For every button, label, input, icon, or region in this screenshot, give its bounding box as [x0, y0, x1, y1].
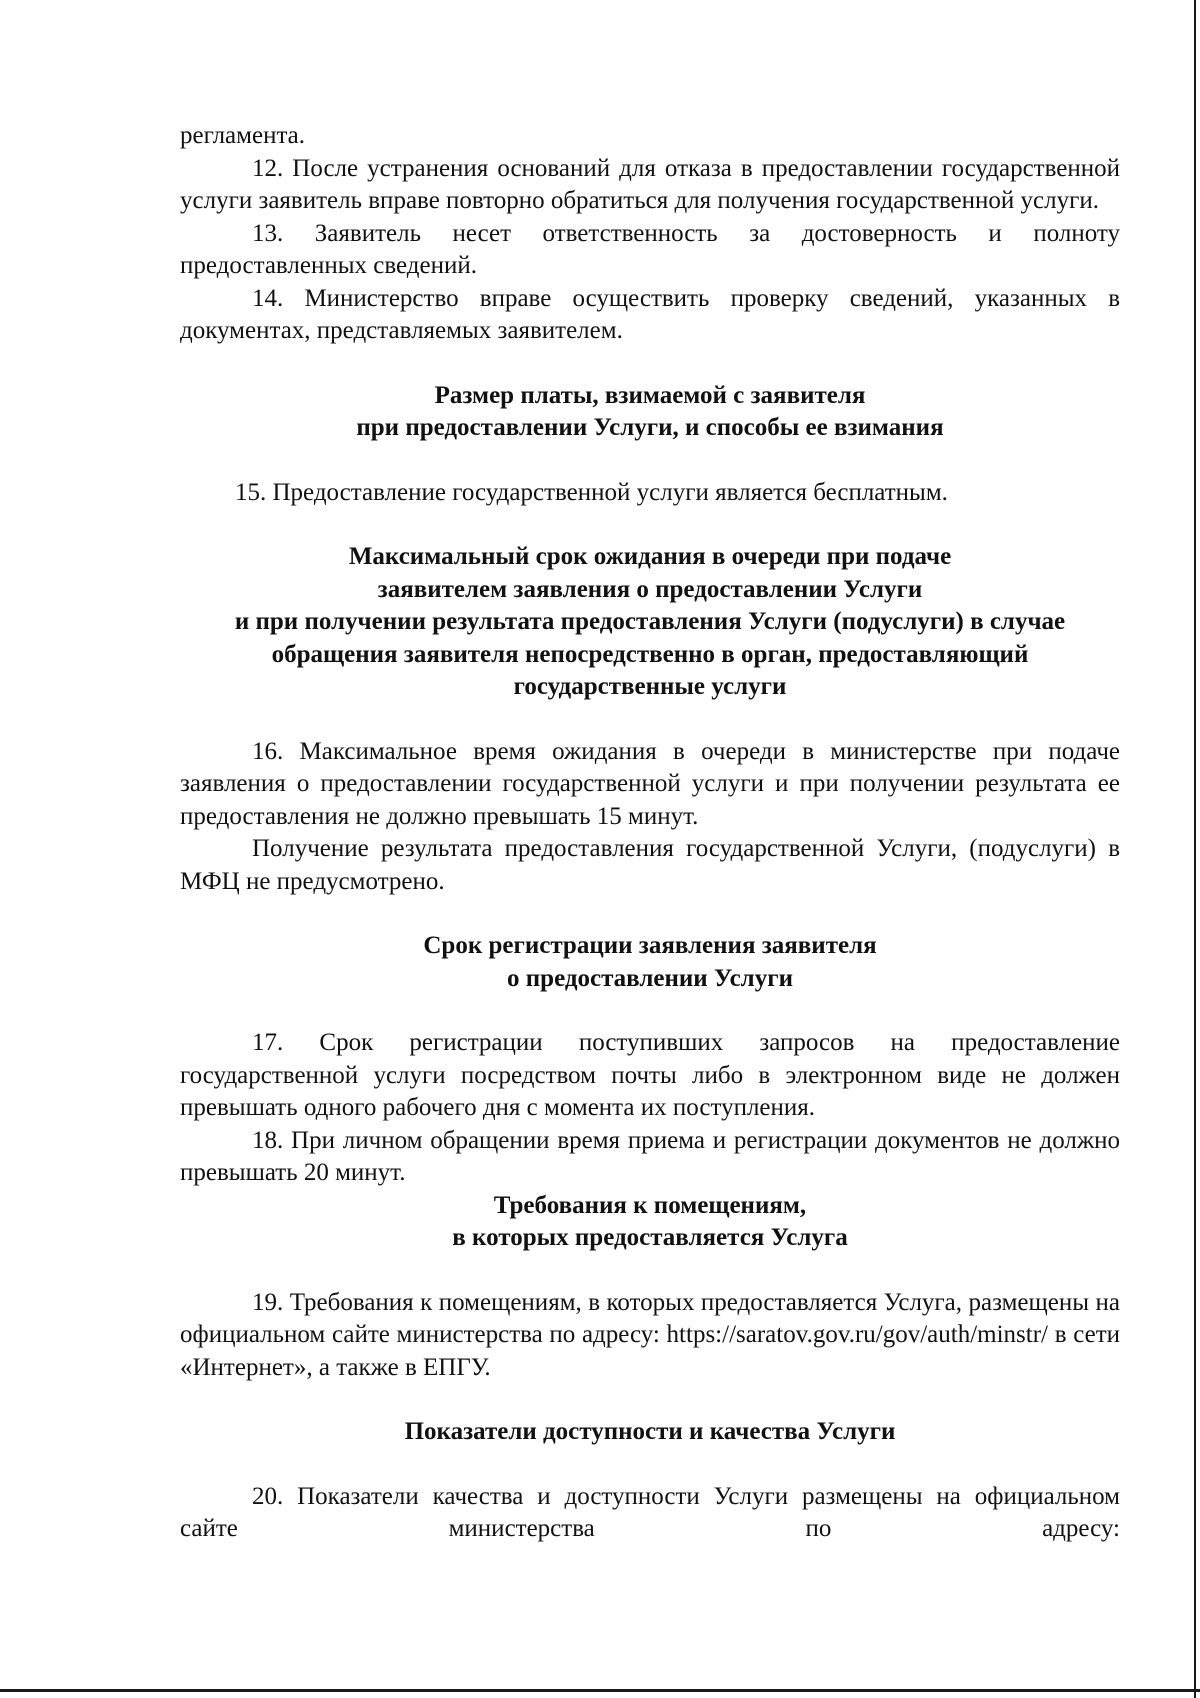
document-body — [180, 120, 1120, 1546]
heading-queue-line-4: обращения заявителя непосредственно в орган, предоставляющий — [271, 640, 1029, 668]
paragraph-16: 16. Максимальное время ожидания в очереди в министерстве при подаче заявления о предоставлении государственной услуги и при получении результата ее предоставления не должно превышать 15 минут. — [180, 737, 1120, 830]
spacer — [180, 995, 1120, 1027]
heading-rooms-line-1: Требования к помещениям, — [493, 1191, 807, 1219]
paragraph-15: 15. Предоставление государственной услуги является бесплатным. — [235, 478, 948, 506]
heading-rooms-line-2: в которых предоставляется Услуга — [452, 1224, 848, 1251]
heading-fee-line-1: Размер платы, взимаемой с заявителя — [434, 381, 866, 409]
heading-queue-line-2: заявителем заявления о предоставлении Услуги — [377, 575, 923, 603]
spacer — [180, 1255, 1120, 1287]
heading-registration-line-1: Срок регистрации заявления заявителя — [423, 932, 877, 959]
scan-edge-bottom — [0, 1689, 1200, 1692]
paragraph-19: 19. Требования к помещениям, в которых предоставляется Услуга, размещены на официальном сайте министерства по адресу: https://saratov.gov.ru/gov/auth/minstr/ в сети «Интернет», а также в ЕПГУ. — [180, 1288, 1120, 1381]
heading-queue-line-5: государственные услуги — [513, 673, 787, 700]
spacer — [180, 704, 1120, 736]
paragraph-12: 12. После устранения оснований для отказа в предоставлении государственной услуги заявитель вправе повторно обратиться для получения государственной услуги. — [180, 154, 1120, 214]
heading-fee-line-2: при предоставлении Услуги, и способы ее взимания — [356, 414, 944, 441]
paragraph-14: 14. Министерство вправе осуществить проверку сведений, указанных в документах, представляемых заявителем. — [180, 284, 1120, 344]
paragraph-17: 17. Срок регистрации поступивших запросов на предоставление государственной услуги посредством почты либо в электронном виде не должен превышать одного рабочего дня с момента их поступления. — [180, 1029, 1120, 1121]
paragraph-13: 13. Заявитель несет ответственность за достоверность и полноту предоставленных сведений. — [180, 219, 1120, 279]
spacer — [180, 1384, 1120, 1416]
spacer — [180, 445, 1120, 477]
paragraph-18: 18. При личном обращении время приема и регистрации документов не должно превышать 20 минут. — [180, 1126, 1120, 1186]
heading-registration-line-2: о предоставлении Услуги — [507, 964, 793, 992]
paragraph-intro: регламента. — [180, 122, 306, 149]
spacer — [180, 348, 1120, 380]
scan-edge-right — [1194, 0, 1196, 1698]
spacer — [180, 509, 1120, 541]
paragraph-20: 20. Показатели качества и доступности Услуги размещены на официальном сайте министерства по адресу: — [180, 1482, 1120, 1542]
heading-queue-line-3: и при получении результата предоставления Услуги (подуслуги) в случае — [234, 608, 1066, 635]
heading-quality: Показатели доступности и качества Услуги — [404, 1418, 896, 1445]
heading-queue-line-1: Максимальный срок ожидания в очереди при подаче — [348, 543, 952, 570]
spacer — [180, 898, 1120, 930]
spacer — [180, 1449, 1120, 1481]
paragraph-16-continued: Получение результата предоставления государственной Услуги, (подуслуги) в МФЦ не предусмотрено. — [180, 835, 1120, 895]
